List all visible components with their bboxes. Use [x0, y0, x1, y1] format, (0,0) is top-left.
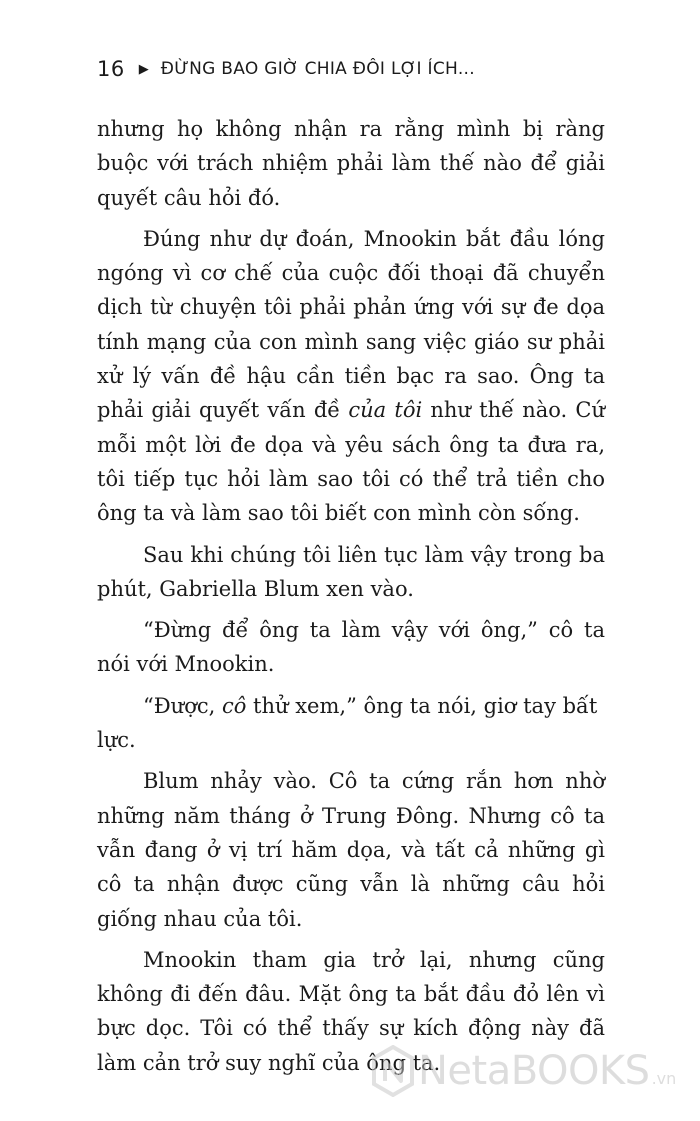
watermark-text: NetaBOOKS: [418, 1048, 650, 1094]
paragraph: nhưng họ không nhận ra rằng mình bị ràng buộc với trách nhiệm phải làm thế nào để giải quyết câu hỏi đó.: [97, 117, 605, 210]
watermark: [372, 1045, 676, 1097]
paragraph: “Được, cô thử xem,” ông ta nói, giơ tay bất lực.: [97, 693, 598, 753]
paragraph: Blum nhảy vào. Cô ta cứng rắn hơn nhờ những năm tháng ở Trung Đông. Nhưng cô ta vẫn đang ở vị trí hăm dọa, và tất cả những gì cô ta nhận được cũng vẫn là những câu hỏi giống nhau của tôi.: [97, 769, 605, 931]
paragraph: Mnookin tham gia trở lại, nhưng cũng không đi đến đâu. Mặt ông ta bắt đầu đỏ lên vì bực dọc. Tôi có thể thấy sự kích động này đã làm cản trở suy nghĩ của ông ta.: [97, 947, 605, 1075]
paragraph: “Đừng để ông ta làm vậy với ông,” cô ta nói với Mnookin.: [97, 618, 605, 677]
netabooks-logo-icon: [372, 1045, 414, 1097]
paragraph: Sau khi chúng tôi liên tục làm vậy trong ba phút, Gabriella Blum xen vào.: [97, 542, 605, 601]
watermark-suffix: .vn: [651, 1069, 677, 1088]
running-header: [97, 52, 475, 86]
arrow-icon: ▶: [138, 61, 149, 77]
page-number: 16: [97, 57, 125, 81]
body-text: [97, 112, 605, 1087]
running-title: ĐỪNG BAO GIỜ CHIA ĐÔI LỢI ÍCH...: [160, 59, 475, 79]
emphasis: của tôi: [348, 398, 423, 423]
emphasis: cô: [221, 693, 247, 718]
paragraph: Đúng như dự đoán, Mnookin bắt đầu lóng ngóng vì cơ chế của cuộc đối thoại đã chuyển dịch từ chuyện tôi phải phản ứng với sự đe dọa tính mạng của con mình sang việc giáo sư phải xử lý vấn đề hậu cần tiền bạc ra sao. Ông ta phải giải quyết vấn đề của tôi như thế nào. Cứ mỗi một lời đe dọa và yêu sách ông ta đưa ra, tôi tiếp tục hỏi làm sao tôi có thể trả tiền cho ông ta và làm sao tôi biết con mình còn sống.: [97, 226, 606, 526]
